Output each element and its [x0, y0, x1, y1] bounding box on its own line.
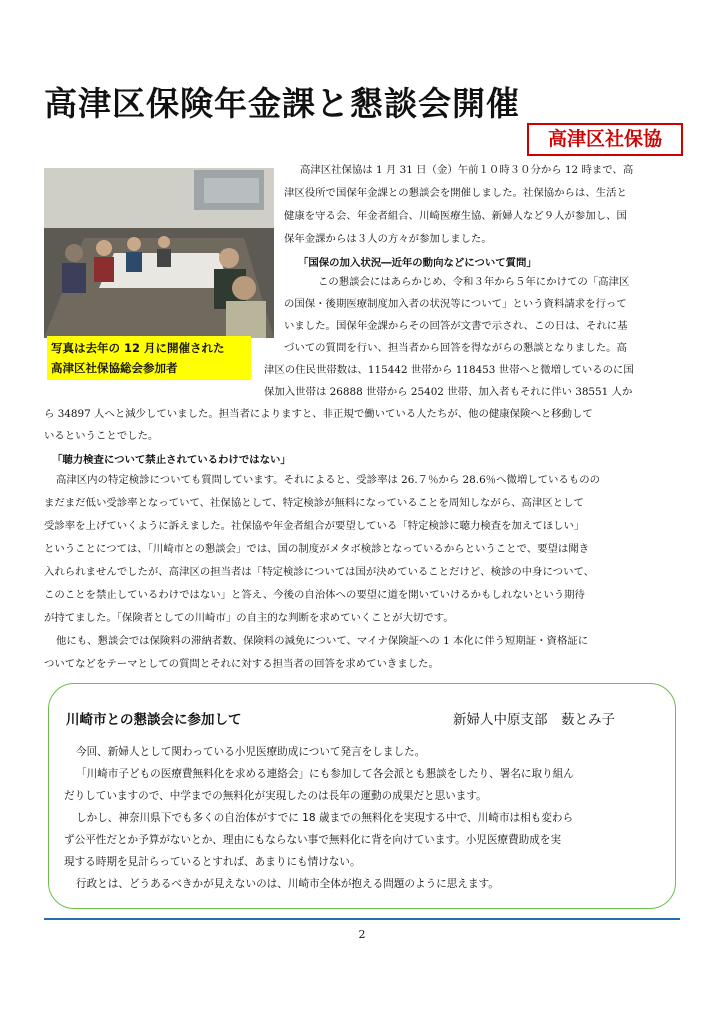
photo-caption — [47, 336, 251, 380]
meeting-photo — [44, 168, 274, 338]
article-line: ついてなどをテーマとしての質問とそれに対する担当者の回答を求めていきました。 — [44, 658, 439, 670]
article-line: の国保・後期医療制度加入者の状況等について」という資料請求を行って — [284, 298, 627, 310]
article-line: づいての質問を行い、担当者から回答を得ながらの懇談となりました。高 — [284, 342, 627, 354]
article-line: 津区役所で国保年金課との懇談会を開催しました。社保協からは、生活と — [284, 187, 627, 199]
page-number: 2 — [358, 928, 366, 941]
contribution-title: 川崎市との懇談会に参加して — [66, 712, 242, 728]
contribution-line: しかし、神奈川県下でも多くの自治体がすでに 18 歳までの無料化を実現する中で、川崎市は相も変わら — [76, 812, 574, 824]
contribution-line: ず公平性だとか予算がないとか、理由にもならない事で無料化に背を向けています。小児医療費助成を実 — [64, 834, 562, 846]
article-line: ら 34897 人へと減少していました。担当者によりますと、非正規で働いている人たちが、他の健康保険へと移動して — [44, 408, 593, 420]
article-line: いました。国保年金課からその回答が文書で示され、この日は、それに基 — [284, 320, 628, 332]
meeting-photo-illustration — [44, 168, 274, 338]
contribution-line: 行政とは、どうあるべきかが見えないのは、川崎市全体が抱える問題のように思えます。 — [76, 878, 499, 890]
article-line: 他にも、懇談会では保険料の滞納者数、保険料の減免について、マイナ保険証への 1 本化に伴う短期証・資格証に — [56, 635, 589, 647]
author-badge: 高津区社保協 — [527, 123, 683, 156]
article-line: 受診率を上げていくように訴えました。社保協や年金者組合が要望している「特定検診に聴力検査を加えてほしい」 — [44, 520, 585, 532]
contribution-author: 新婦人中原支部 薮とみ子 — [453, 712, 615, 728]
article-line: 高津区内の特定検診についても質問しています。それによると、受診率は 26.７％から 28.6％へ微増しているものの — [56, 474, 600, 486]
page-title: 高津区保険年金課と懇談会開催 — [44, 84, 520, 123]
article-line: ということにつては、「川崎市との懇談会」では、国の制度がメタボ検診となっているからということで、要望は聞き — [44, 543, 590, 555]
article-line: 健康を守る会、年金者組合、川崎医療生協、新婦人など９人が参加し、国 — [284, 210, 627, 222]
footer-rule — [44, 918, 680, 920]
article-line: 入れられませんでしたが、高津区の担当者は「特定検診については国が決めていることだけど、検診の中身について、 — [44, 566, 595, 578]
article-line: 保加入世帯は 26888 世帯から 25402 世帯、加入者もそれに伴い 38551 人か — [264, 386, 633, 398]
section-heading: 「国保の加入状況―近年の動向などについて質問」 — [298, 257, 537, 269]
contribution-line: 「川崎市子どもの医療費無料化を求める連絡会」にも参加して各会派とも懇談をしたり、署名に取り組ん — [76, 768, 574, 780]
article-line: が持てました。「保険者としての川崎市」の自主的な判断を求めていくことが大切です。 — [44, 612, 454, 624]
contribution-line: だりしていますので、中学までの無料化が実現したのは長年の運動の成果だと思います。 — [64, 790, 487, 802]
article-line: 高津区社保協は 1 月 31 日（金）午前１０時３０分から 12 時まで、高 — [300, 164, 634, 176]
article-line: まだまだ低い受診率となっていて、社保協として、特定検診が無料になっていることを周知しながら、高津区として — [44, 497, 584, 509]
article-line: いるということでした。 — [44, 430, 159, 442]
article-line: 津区の住民世帯数は、115442 世帯から 118453 世帯へと微増しているのに国 — [264, 364, 634, 376]
section-heading: 「聴力検査について禁止されているわけではない」 — [52, 454, 291, 466]
photo-caption-line: 高津区社保協総会参加者 — [51, 361, 178, 375]
contribution-line: 今回、新婦人として関わっている小児医療助成について発言をしました。 — [76, 746, 426, 758]
article-line: 保年金課からは３人の方々が参加しました。 — [284, 233, 492, 245]
article-line: この懇談会にはあらかじめ、令和３年から５年にかけての「高津区 — [318, 276, 630, 288]
article-line: このことを禁止しているわけではない」と答え、今後の自治体への要望に道を開いていけるかもしれないという期待 — [44, 589, 585, 601]
contribution-line: 現する時期を見計らっているとすれば、あまりにも情けない。 — [64, 856, 361, 868]
photo-caption-line: 写真は去年の 12 月に開催された — [51, 341, 225, 355]
